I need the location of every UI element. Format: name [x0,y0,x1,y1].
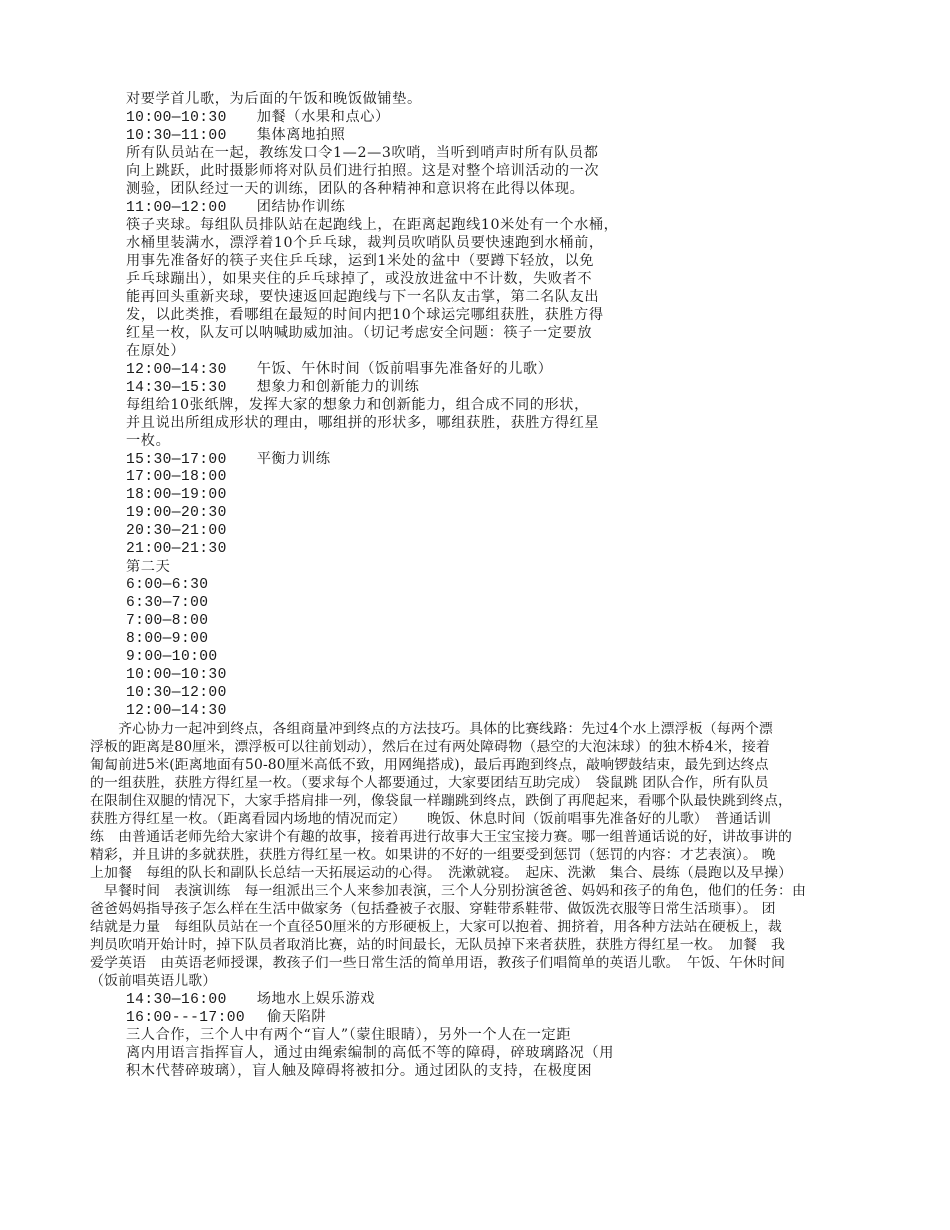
time-label: 14:30—15:30 [126,380,227,396]
paragraph-line: 并且说出所组成形状的理由，哪组拼的形状多，哪组获胜，获胜方得红星 [126,415,600,431]
time-label: 10:00—10:30 [126,110,227,126]
paragraph-line: 练 由普通话老师先给大家讲个有趣的故事，接着再进行故事大王宝宝接力赛。哪一组普通话说的好，讲故事讲的 [90,829,793,845]
activity-title: 平衡力训练 [256,451,331,467]
activity-title: 偷天陷阱 [267,1009,327,1025]
paragraph-line: 水桶里装满水，漂浮着10个乒乓球，裁判员吹哨队员要快速跑到水桶前， [126,235,604,251]
intro-text: 对要学首儿歌，为后面的午饭和晚饭做铺垫。 [126,91,422,107]
paragraph-line: 结就是力量 每组队员站在一个直径50厘米的方形硬板上，大家可以抱着、拥挤着，用各种方法站在硬板上，裁 [90,919,782,935]
paragraph-line: 向上跳跃，此时摄影师将对队员们进行拍照。这是对整个培训活动的一次 [126,163,600,179]
paragraph-line: （饭前唱英语儿歌） [90,973,217,989]
paragraph-line: 所有队员站在一起，教练发口令1—2—3吹哨，当听到哨声时所有队员都 [126,145,599,161]
time-label: 16:00---17:00 [126,1010,246,1026]
paragraph-line: 精彩，并且讲的多就获胜，获胜方得红星一枚。如果讲的不好的一组要受到惩罚（惩罚的内容：才艺表演）。 晚 [90,847,776,863]
paragraph-line: 在限制住双腿的情况下，大家手搭肩排一列，像袋鼠一样蹦跳到终点，跌倒了再爬起来，看哪个队最快跳到终点， [90,793,793,809]
paragraph-line: 三人合作，三个人中有两个“盲人”（蒙住眼睛），另外一个人在一定距 [126,1027,572,1043]
time-label: 19:00—20:30 [126,505,227,521]
paragraph-line: 筷子夹球。每组队员排队站在起跑线上，在距离起跑线10米处有一个水桶， [126,217,619,233]
paragraph-line: 齐心协力一起冲到终点，各组商量冲到终点的方法技巧。具体的比赛线路：先过4个水上漂浮板（每两个漂 [90,721,773,737]
paragraph-line: 获胜方得红星一枚。（距离看园内场地的情况而定） 晚饭、休息时间（饭前唱事先准备好的儿歌） 普通话训 [90,811,772,827]
time-label: 10:30—12:00 [126,685,227,701]
time-label: 6:00—6:30 [126,577,209,593]
paragraph-line: 乒乓球蹦出），如果夹住的乒乓球掉了，或没放进盆中不计数，失败者不 [126,271,593,287]
paragraph-line: 一枚。 [126,433,171,449]
paragraph-line: 浮板的距离是80厘米，漂浮板可以往前划动），然后在过有两处障碍物（悬空的大泡沫球）的独木桥4米，接着 [90,739,770,755]
activity-title: 加餐（水果和点心） [256,109,390,125]
paragraph-line: 的一组获胜，获胜方得红星一枚。（要求每个人都要通过，大家要团结互助完成） 袋鼠跳 团队合作，所有队员 [90,775,769,791]
time-label: 11:00—12:00 [126,200,227,216]
day-heading: 第二天 [126,559,171,575]
activity-title: 场地水上娱乐游戏 [256,991,376,1007]
paragraph-line: 测验，团队经过一天的训练，团队的各种精神和意识将在此得以体现。 [126,181,585,197]
time-label: 17:00—18:00 [126,469,227,485]
paragraph-line: 离内用语言指挥盲人，通过由绳索编制的高低不等的障碍，碎玻璃路况（用 [126,1045,614,1061]
time-label: 20:30—21:00 [126,523,227,539]
paragraph-line: 积木代替碎玻璃），盲人触及障碍将被扣分。通过团队的支持，在极度困 [126,1063,593,1079]
time-label: 15:30—17:00 [126,452,227,468]
paragraph-line: 红星一枚，队友可以呐喊助威加油。（切记考虑安全问题：筷子一定要放 [126,325,593,341]
time-label: 10:00—10:30 [126,667,227,683]
schedule-row [126,360,553,379]
activity-title: 午饭、午休时间（饭前唱事先准备好的儿歌） [256,361,553,377]
paragraph-line: 爸爸妈妈指导孩子怎么样在生活中做家务（包括叠被子衣服、穿鞋带系鞋带、做饭洗衣服等日常生活琐事）。 团 [90,901,776,917]
activity-title: 集体离地拍照 [256,127,346,143]
time-label: 12:00—14:30 [126,703,227,719]
schedule-row [126,108,390,127]
paragraph-line: 爱学英语 由英语老师授课，教孩子们一些日常生活的简单用语，教孩子们唱简单的英语儿歌。 午饭、午休时间 [90,955,786,971]
time-label: 9:00—10:00 [126,649,218,665]
paragraph-line: 发，以此类推，看哪组在最短的时间内把10个球运完哪组获胜，获胜方得 [126,307,604,323]
schedule-row [126,378,419,397]
schedule-row [126,1008,326,1027]
schedule-row [126,450,331,469]
time-label: 12:00—14:30 [126,362,227,378]
time-label: 21:00—21:30 [126,541,227,557]
time-label: 8:00—9:00 [126,631,209,647]
paragraph-line: 在原处） [126,343,186,359]
time-label: 10:30—11:00 [126,128,227,144]
schedule-row [126,990,375,1009]
activity-title: 团结协作训练 [256,199,346,215]
paragraph-line: 早餐时间 表演训练 每一组派出三个人来参加表演，三个人分别扮演爸爸、妈妈和孩子的角色，他们的任务：由 [90,883,807,899]
paragraph-line: 上加餐 每组的队长和副队长总结一天拓展运动的心得。 洗漱就寝。 起床、洗漱 集合、晨练（晨跑以及早操） [90,865,793,881]
paragraph-line: 匍匐前进5米(距离地面有50-80厘米高低不致，用网绳搭成)，最后再跑到终点，敲响锣鼓结束，最先到达终点 [90,757,769,773]
time-label: 14:30—16:00 [126,992,227,1008]
paragraph-line: 能再回头重新夹球，要快速返回起跑线与下一名队友击掌，第二名队友出 [126,289,600,305]
paragraph-line: 判员吹哨开始计时，掉下队员者取消比赛，站的时间最长，无队员掉下来者获胜，获胜方得红星一枚。 加餐 我 [90,937,786,953]
schedule-row [126,126,345,145]
activity-title: 想象力和创新能力的训练 [256,379,420,395]
paragraph-line: 每组给10张纸牌，发挥大家的想象力和创新能力，组合成不同的形状， [126,397,589,413]
time-label: 18:00—19:00 [126,487,227,503]
schedule-row [126,198,345,217]
time-label: 6:30—7:00 [126,595,209,611]
time-label: 7:00—8:00 [126,613,209,629]
paragraph-line: 用事先准备好的筷子夹住乒乓球，运到1米处的盆中（要蹲下轻放，以免 [126,253,595,269]
